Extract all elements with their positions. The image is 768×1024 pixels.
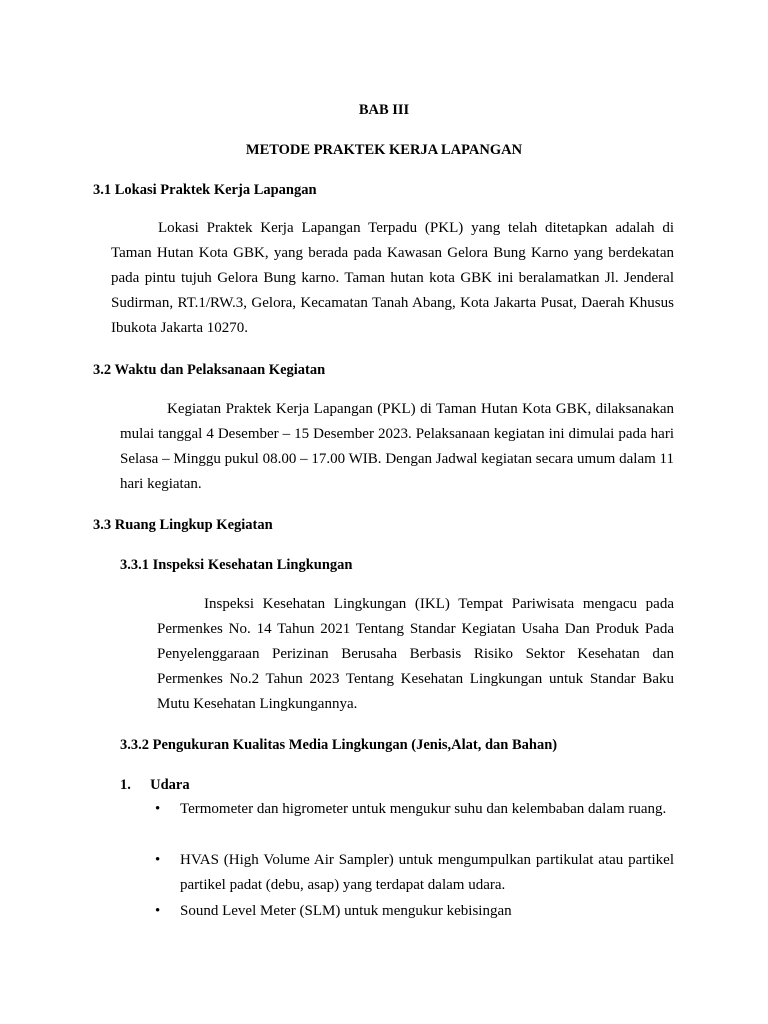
section-heading-3-2: 3.2 Waktu dan Pelaksanaan Kegiatan xyxy=(93,362,326,378)
section-paragraph-3-1: Lokasi Praktek Kerja Lapangan Terpadu (PKL) yang telah ditetapkan adalah di Taman Hutan Kota GBK, yang berada pada Kawasan Gelora Bung Karno yang berdekatan pada pintu tujuh Gelora Bung karno. Taman hutan kota GBK ini beralamatkan Jl. Jenderal Sudirman, RT.1/RW.3, Gelora, Kecamatan Tanah Abang, Kota Jakarta Pusat, Daerah Khusus Ibukota Jakarta 10270. xyxy=(111,220,674,336)
bullet-item-slm: Sound Level Meter (SLM) untuk mengukur kebisingan xyxy=(180,903,512,919)
chapter-title: METODE PRAKTEK KERJA LAPANGAN xyxy=(245,142,523,158)
chapter-number: BAB III xyxy=(358,102,410,118)
section-heading-3-1: 3.1 Lokasi Praktek Kerja Lapangan xyxy=(93,182,317,198)
section-heading-3-3-1: 3.3.1 Inspeksi Kesehatan Lingkungan xyxy=(120,557,353,573)
section-paragraph-3-2: Kegiatan Praktek Kerja Lapangan (PKL) di Taman Hutan Kota GBK, dilaksanakan mulai tanggal 4 Desember – 15 Desember 2023. Pelaksanaan kegiatan ini dimulai pada hari Selasa – Minggu pukul 08.00 – 17.00 WIB. Dengan Jadwal kegiatan secara umum dalam 11 hari kegiatan. xyxy=(120,401,674,492)
bullet-item-hvas: HVAS (High Volume Air Sampler) untuk mengumpulkan partikulat atau partikel partikel padat (debu, asap) yang terdapat dalam udara. xyxy=(180,852,674,893)
section-heading-3-3-2: 3.3.2 Pengukuran Kualitas Media Lingkungan (Jenis,Alat, dan Bahan) xyxy=(120,737,558,753)
list-label: Udara xyxy=(150,777,190,793)
bullet-icon: • xyxy=(155,852,161,868)
list-item-udara xyxy=(120,777,190,794)
bullet-icon: • xyxy=(155,903,161,919)
section-paragraph-3-3-1: Inspeksi Kesehatan Lingkungan (IKL) Tempat Pariwisata mengacu pada Permenkes No. 14 Tahun 2021 Tentang Standar Kegiatan Usaha Dan Produk Pada Penyelenggaraan Perizinan Berusaha Berbasis Risiko Sektor Kesehatan dan Permenkes No.2 Tahun 2023 Tentang Kesehatan Lingkungan untuk Standar Baku Mutu Kesehatan Lingkungannya. xyxy=(157,596,674,712)
bullet-item-termometer: Termometer dan higrometer untuk mengukur suhu dan kelembaban dalam ruang. xyxy=(180,801,667,817)
list-number: 1. xyxy=(120,777,131,793)
bullet-icon: • xyxy=(155,801,161,817)
section-heading-3-3: 3.3 Ruang Lingkup Kegiatan xyxy=(93,517,273,533)
